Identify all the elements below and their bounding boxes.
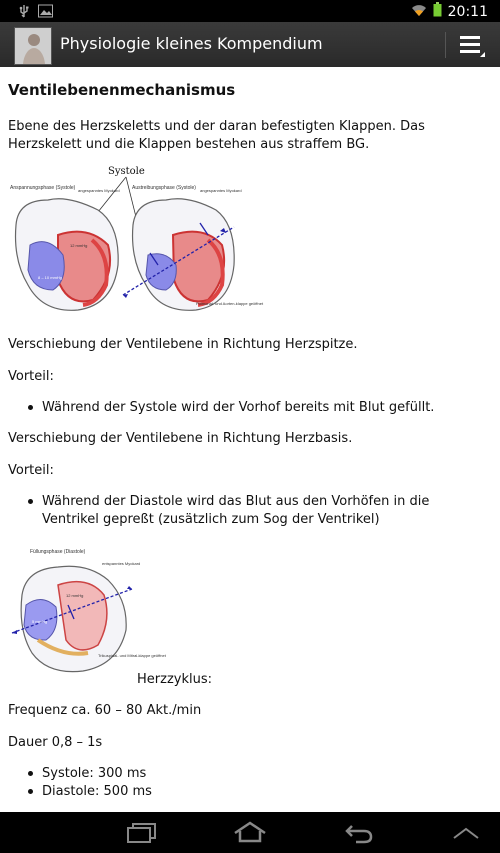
systole-heart-diagram	[8, 165, 264, 315]
home-icon[interactable]	[232, 821, 268, 847]
bullet-icon	[28, 771, 33, 776]
fig1-annot-c: Pulmonal- und Aorten-klappe geöffnet	[196, 301, 264, 306]
vorteil-label-1: Vorteil:	[8, 369, 54, 384]
image-notification-icon	[38, 3, 53, 22]
svg-text:12 mmHg: 12 mmHg	[70, 243, 88, 248]
recent-apps-icon[interactable]	[126, 822, 158, 848]
clock: 20:11	[447, 3, 488, 20]
systole-duration: Systole: 300 ms	[42, 766, 147, 781]
fig2-label: Füllungsphase (Diastole)	[30, 549, 86, 555]
overflow-menu-button[interactable]	[456, 32, 488, 58]
svg-text:12 mmHg: 12 mmHg	[66, 593, 84, 598]
bullet-text-1: Während der Systole wird der Vorhof bereits mit Blut gefüllt.	[42, 400, 435, 415]
dauer-text: Dauer 0,8 – 1s	[8, 735, 103, 750]
frequenz-text: Frequenz ca. 60 – 80 Akt./min	[8, 703, 202, 718]
vorteil-label-2: Vorteil:	[8, 463, 54, 478]
intro-paragraph: Ebene des Herzskeletts und der daran befestigten Klappen. Das Herzskelett und die Klappen bestehen aus straffem BG.	[8, 119, 425, 152]
menu-icon	[456, 32, 488, 58]
fig1-annot-a: angespanntes Myokard	[200, 188, 242, 193]
fig1-annot-b: angespanntes Myokard	[78, 188, 120, 193]
bullet-icon	[28, 405, 33, 410]
fig1-right-label: Austreibungsphase (Systole)	[132, 185, 196, 191]
bullet-text-2: Während der Diastole wird das Blut aus den Vorhöfen in die Ventrikel gepreßt (zusätzlich zum Sog der Ventrikel)	[42, 494, 430, 527]
page-heading: Ventilebenenmechanismus	[8, 81, 236, 99]
svg-text:5 mmHg: 5 mmHg	[32, 619, 48, 624]
svg-text:8 – 10 mmHg: 8 – 10 mmHg	[38, 275, 63, 280]
usb-icon	[18, 3, 30, 22]
chevron-up-icon[interactable]	[452, 825, 480, 844]
navigation-bar	[0, 812, 500, 853]
action-bar	[0, 22, 500, 68]
diastole-duration: Diastole: 500 ms	[42, 784, 152, 799]
bullet-icon	[28, 499, 33, 504]
list-item	[28, 493, 488, 529]
app-title: Physiologie kleines Kompendium	[60, 34, 323, 53]
bullet-icon	[28, 789, 33, 794]
paragraph-herzspitze: Verschiebung der Ventilebene in Richtung Herzspitze.	[8, 337, 358, 352]
wifi-icon	[411, 3, 427, 21]
fig2-annot-b: Trikuspidal- und Mitral-klappe geöffnet	[98, 653, 166, 658]
back-icon[interactable]	[344, 822, 374, 848]
app-icon[interactable]	[14, 27, 52, 65]
content-area[interactable]	[0, 67, 500, 812]
fig1-left-label: Anspannungsphase (Systole)	[10, 185, 76, 191]
paragraph-herzbasis: Verschiebung der Ventilebene in Richtung Herzbasis.	[8, 431, 353, 446]
fig2-annot-a: entspanntes Myokard	[102, 561, 141, 566]
herzzyklus-label: Herzzyklus:	[137, 672, 212, 687]
fig1-top-label: Systole	[108, 166, 145, 177]
divider	[445, 32, 446, 58]
status-bar	[0, 0, 500, 22]
battery-icon	[433, 2, 442, 21]
diastole-heart-diagram	[8, 545, 166, 677]
